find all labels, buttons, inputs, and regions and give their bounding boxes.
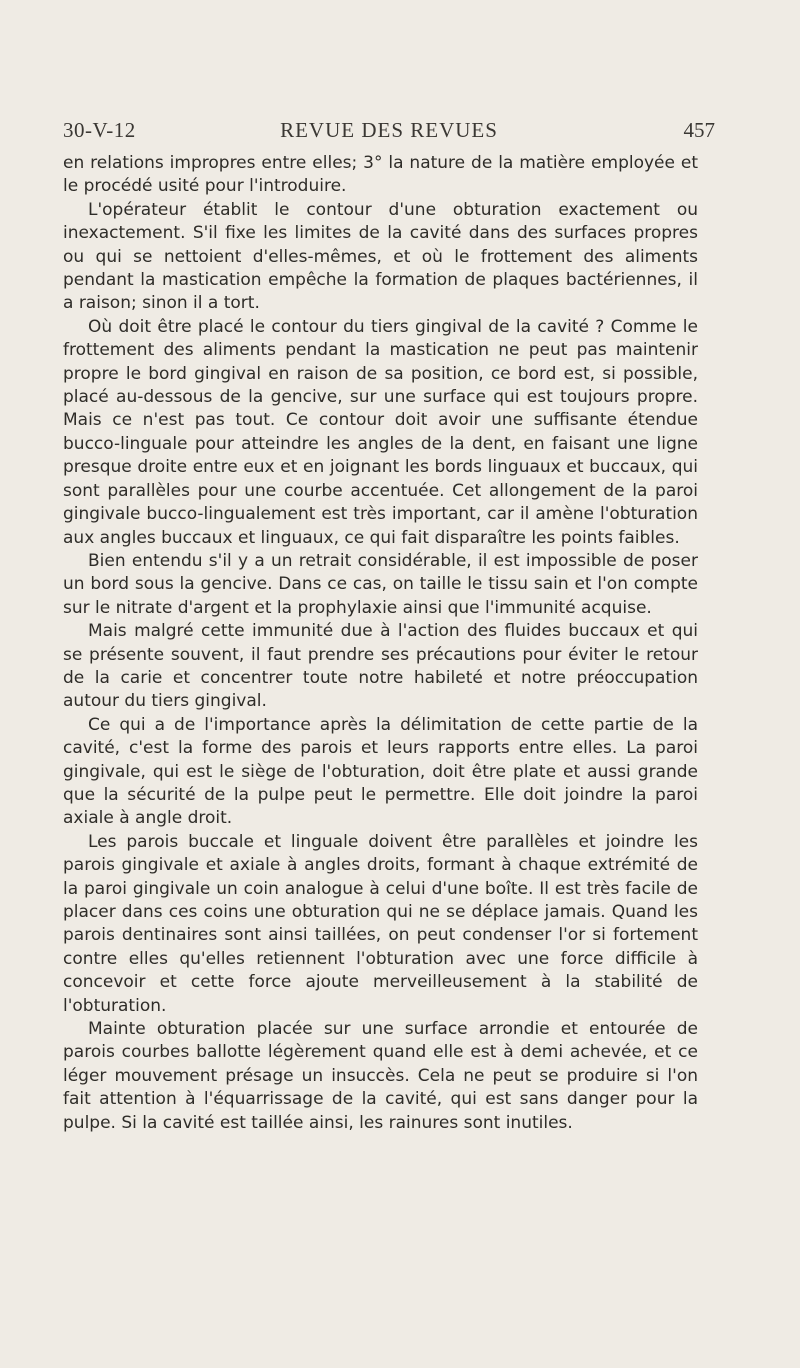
paragraph-5: Mais malgré cette immunité due à l'action des fluides buccaux et qui se présente souvent, il faut prendre ses précautions pour éviter le retour de la carie et concentrer toute notre habileté et notre préoccupation autour du tiers gingival.: [63, 621, 698, 712]
paragraph-7: Les parois buccale et linguale doivent être parallèles et joindre les parois gingivale et axiale à angles droits, formant à chaque extrémité de la paroi gingivale un coin analogue à celui d'une boîte. Il est très facile de placer dans ces coins une obturation qui ne se déplace jamais. Quand les parois dentinaires sont ainsi taillées, on peut condenser l'or si fortement contre elles qu'elles retiennent l'obturation avec une force difficile à concevoir et cette force ajoute merveilleusement à la stabilité de l'obturation.: [63, 831, 698, 1016]
header-date: 30-V-12: [63, 118, 136, 142]
running-header: [63, 118, 715, 148]
article-body: [63, 152, 698, 1135]
paragraph-4: Bien entendu s'il y a un retrait considérable, il est impossible de poser un bord sous la gencive. Dans ce cas, on taille le tissu sain et l'on compte sur le nitrate d'argent et la prophylaxie ainsi que l'immunité acquise.: [63, 550, 698, 618]
paragraph-3: Où doit être placé le contour du tiers gingival de la cavité ? Comme le frottement des aliments pendant la mastication ne peut pas maintenir propre le bord gingival en raison de sa position, ce bord est, si possible, placé au-dessous de la gencive, sur une surface qui est toujours propre. Mais ce n'est pas tout. Ce contour doit avoir une suffisante étendue bucco-linguale pour atteindre les angles de la dent, en faisant une ligne presque droite entre eux et en joignant les bords linguaux et buccaux, qui sont parallèles pour une courbe accentuée. Cet allongement de la paroi gingivale bucco-lingualement est très important, car il amène l'obturation aux angles buccaux et linguaux, ce qui fait disparaître les points faibles.: [63, 316, 698, 548]
paragraph-8: Mainte obturation placée sur une surface arrondie et entourée de parois courbes ballotte légèrement quand elle est à demi achevée, et ce léger mouvement présage un insuccès. Cela ne peut se produire si l'on fait attention à l'équarrissage de la cavité, qui est sans danger pour la pulpe. Si la cavité est taillée ainsi, les rainures sont inutiles.: [63, 1019, 698, 1133]
page-number: 457: [683, 118, 715, 142]
paragraph-2: L'opérateur établit le contour d'une obturation exactement ou inexactement. S'il fixe les limites de la cavité dans des surfaces propres ou qui se nettoient d'elles-mêmes, et où le frottement des aliments pendant la mastication empêche la formation de plaques bactériennes, il a raison; sinon il a tort.: [63, 199, 698, 314]
paragraph-1: en relations impropres entre elles; 3° la nature de la matière employée et le procédé usité pour l'introduire.: [63, 153, 698, 197]
header-journal-title: REVUE DES REVUES: [280, 118, 498, 142]
paragraph-6: Ce qui a de l'importance après la délimitation de cette partie de la cavité, c'est la forme des parois et leurs rapports entre elles. La paroi gingivale, qui est le siège de l'obturation, doit être plate et aussi grande que la sécurité de la pulpe peut le permettre. Elle doit joindre la paroi axiale à angle droit.: [63, 714, 698, 829]
